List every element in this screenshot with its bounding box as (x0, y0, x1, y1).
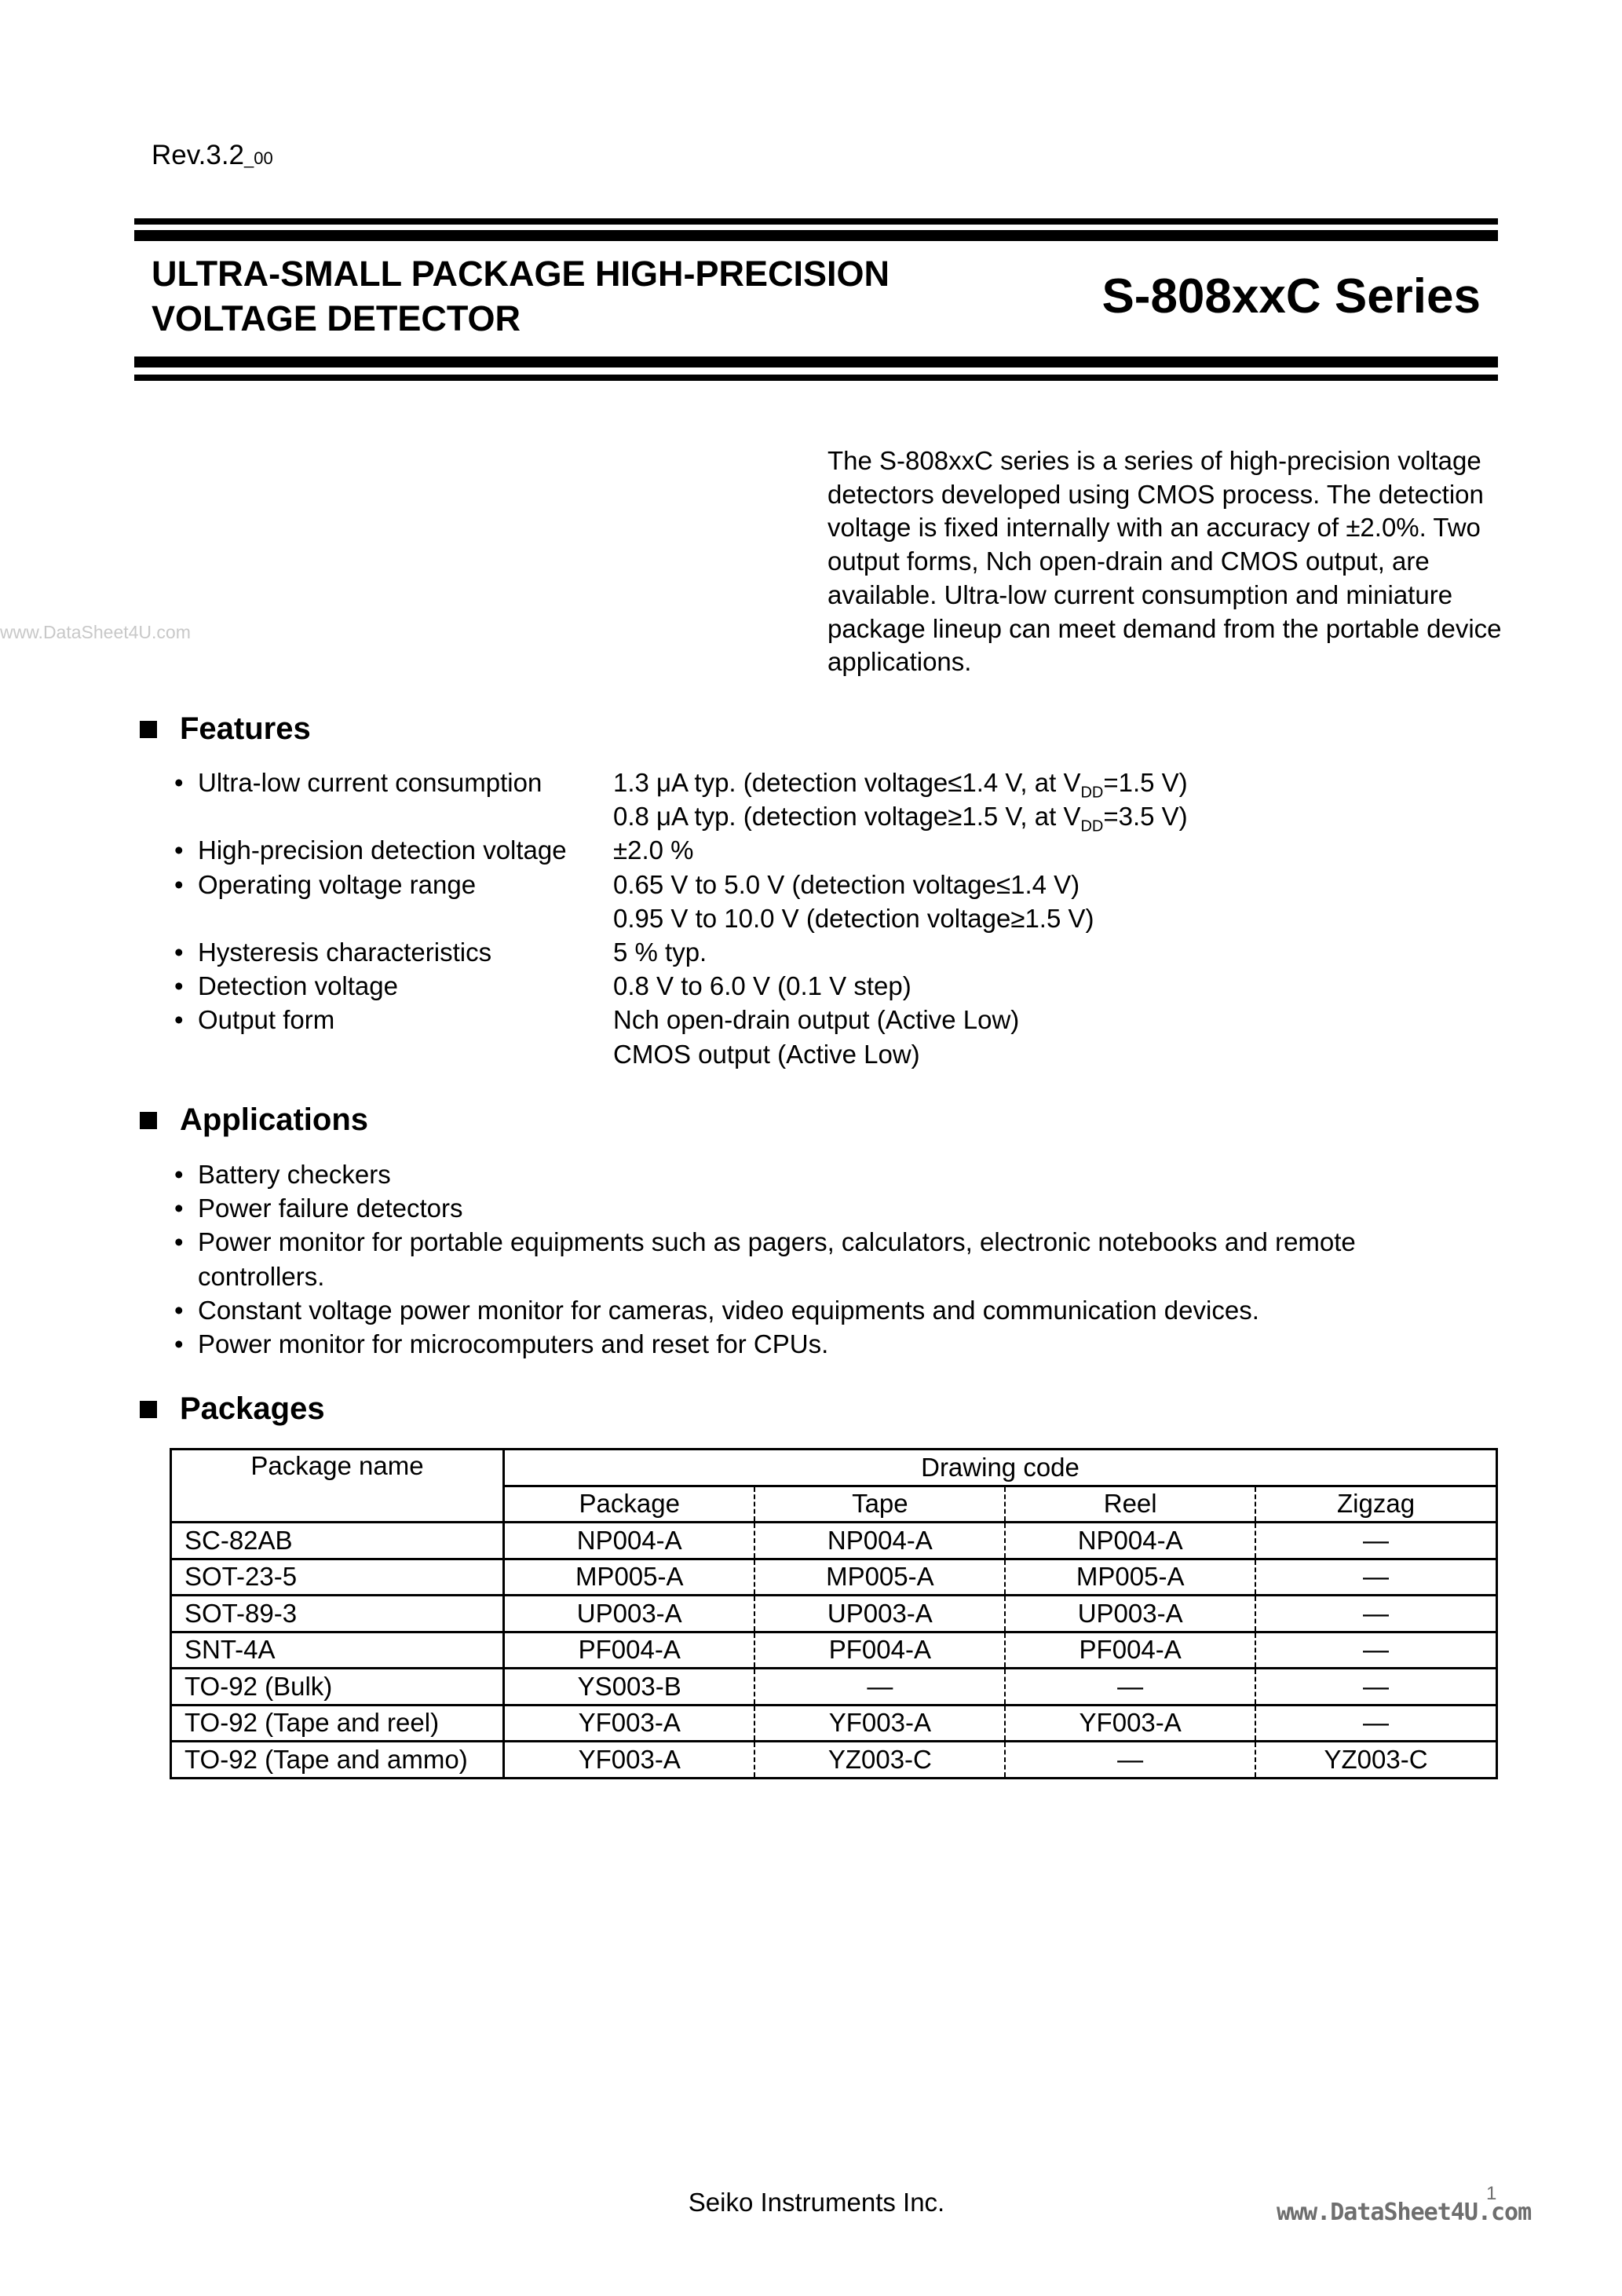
cell-drawing-code: MP005-A (754, 1559, 1005, 1596)
bullet-icon: • (174, 1160, 184, 1189)
feature-row (174, 868, 1188, 901)
feature-row (174, 833, 1188, 867)
revision-suffix: _00 (244, 148, 273, 168)
cell-drawing-code: NP004-A (504, 1523, 755, 1559)
cell-drawing-code: UP003-A (1005, 1596, 1255, 1632)
feature-label (198, 799, 613, 833)
bullet-icon: • (174, 1005, 184, 1035)
application-text: Power monitor for portable equipments such as pagers, calculators, electronic notebooks and remote controllers. (198, 1227, 1356, 1291)
cell-drawing-code: — (1005, 1669, 1255, 1706)
feature-label: Hysteresis characteristics (198, 937, 492, 967)
cell-drawing-code: — (754, 1669, 1005, 1706)
cell-drawing-code: PF004-A (754, 1632, 1005, 1669)
cell-drawing-code: UP003-A (504, 1596, 755, 1632)
application-item (174, 1327, 1509, 1361)
application-item (174, 1225, 1509, 1292)
applications-heading (140, 1102, 368, 1138)
bullet-icon: • (174, 768, 184, 797)
cell-drawing-code: YS003-B (504, 1669, 755, 1706)
feature-label: Detection voltage (198, 971, 398, 1001)
application-item (174, 1157, 1509, 1191)
feature-label (198, 901, 613, 935)
cell-drawing-code: YZ003-C (754, 1742, 1005, 1779)
features-heading-text: Features (180, 711, 311, 746)
feature-row (174, 901, 1188, 935)
header-rule-thin (134, 218, 1498, 225)
cell-drawing-code: — (1255, 1669, 1496, 1706)
cell-drawing-code: MP005-A (504, 1559, 755, 1596)
bullet-icon: • (174, 971, 184, 1001)
cell-drawing-code: PF004-A (504, 1632, 755, 1669)
watermark-left: www.DataSheet4U.com (0, 622, 191, 642)
feature-value: Nch open-drain output (Active Low) (613, 1005, 1020, 1035)
cell-drawing-code: YZ003-C (1255, 1742, 1496, 1779)
feature-value: 1.3 μA typ. (detection voltage≤1.4 V, at $V_{DD}=1.5$ V) (613, 768, 1188, 802)
bullet-icon: • (174, 835, 184, 865)
feature-row (174, 766, 1188, 802)
col-header-drawing-code: Drawing code (504, 1450, 1497, 1486)
col-header-package-name: Package name (171, 1450, 504, 1523)
table-row (171, 1523, 1497, 1559)
feature-label: Ultra-low current consumption (198, 768, 542, 797)
square-bullet-icon (140, 1112, 157, 1129)
page-number: 1 (1486, 2183, 1497, 2204)
cell-drawing-code: — (1255, 1596, 1496, 1632)
feature-row (174, 1037, 1188, 1071)
feature-row (174, 799, 1188, 833)
features-list (174, 766, 1188, 1071)
cell-package-name: SNT-4A (171, 1632, 504, 1669)
cell-drawing-code: MP005-A (1005, 1559, 1255, 1596)
bullet-icon: • (174, 1227, 184, 1257)
applications-list (174, 1157, 1509, 1361)
cell-drawing-code: — (1255, 1559, 1496, 1596)
packages-heading (140, 1391, 325, 1427)
application-text: Power monitor for microcomputers and reset for CPUs. (198, 1329, 829, 1359)
feature-label: Operating voltage range (198, 869, 477, 899)
table-row (171, 1632, 1497, 1669)
bullet-icon (174, 1037, 198, 1071)
feature-row (174, 1003, 1188, 1036)
header-bottom-rule-thick (134, 356, 1498, 367)
table-row (171, 1559, 1497, 1596)
bullet-icon: • (174, 1329, 184, 1359)
bullet-icon: • (174, 869, 184, 899)
feature-value: 0.95 V to 10.0 V (detection voltage≥1.5 V) (613, 903, 1094, 933)
cell-drawing-code: — (1255, 1523, 1496, 1559)
application-item (174, 1293, 1509, 1327)
feature-value: ±2.0 % (613, 835, 694, 865)
square-bullet-icon (140, 1401, 157, 1418)
col-header-package: Package (504, 1486, 755, 1523)
cell-drawing-code: NP004-A (1005, 1523, 1255, 1559)
bullet-icon: • (174, 937, 184, 967)
cell-drawing-code: YF003-A (754, 1705, 1005, 1742)
table-row (171, 1742, 1497, 1779)
feature-value: 0.65 V to 5.0 V (detection voltage≤1.4 V) (613, 869, 1080, 899)
intro-paragraph: The S-808xxC series is a series of high-precision voltage detectors developed using CMOS process. The detection voltage is fixed internally with an accuracy of ±2.0%. Two output forms, Nch open-drain and CMOS output, are available. Ultra-low current consumption and miniature package lineup can meet demand from the portable device applications. (827, 446, 1502, 677)
title-line-2: VOLTAGE DETECTOR (152, 298, 521, 338)
cell-drawing-code: YF003-A (504, 1742, 755, 1779)
application-item (174, 1191, 1509, 1225)
feature-label (198, 1037, 613, 1071)
bullet-icon: • (174, 1295, 184, 1325)
applications-heading-text: Applications (180, 1102, 369, 1137)
cell-drawing-code: YF003-A (1005, 1705, 1255, 1742)
revision-label (152, 140, 273, 171)
bullet-icon: • (174, 1194, 184, 1223)
feature-value: 0.8 V to 6.0 V (0.1 V step) (613, 971, 911, 1001)
cell-package-name: SC-82AB (171, 1523, 504, 1559)
cell-package-name: TO-92 (Tape and ammo) (171, 1742, 504, 1779)
feature-value: 0.8 μA typ. (detection voltage≥1.5 V, at $V_{DD}=3.5$ V) (613, 802, 1188, 835)
cell-drawing-code: NP004-A (754, 1523, 1005, 1559)
col-header-zigzag: Zigzag (1255, 1486, 1496, 1523)
feature-label: Output form (198, 1005, 335, 1035)
watermark-right: www.DataSheet4U.com (1277, 2199, 1532, 2226)
cell-drawing-code: — (1005, 1742, 1255, 1779)
cell-drawing-code: — (1255, 1632, 1496, 1669)
cell-package-name: SOT-23-5 (171, 1559, 504, 1596)
cell-package-name: TO-92 (Tape and reel) (171, 1705, 504, 1742)
cell-drawing-code: PF004-A (1005, 1632, 1255, 1669)
feature-row (174, 935, 1188, 969)
feature-row (174, 969, 1188, 1003)
bullet-icon (174, 799, 198, 833)
cell-drawing-code: YF003-A (504, 1705, 755, 1742)
col-header-tape: Tape (754, 1486, 1005, 1523)
bullet-icon (174, 901, 198, 935)
packages-heading-text: Packages (180, 1391, 325, 1426)
feature-value: 5 % typ. (613, 937, 707, 967)
table-row (171, 1596, 1497, 1632)
footer-company: Seiko Instruments Inc. (688, 2188, 945, 2217)
cell-package-name: TO-92 (Bulk) (171, 1669, 504, 1706)
series-name: S-808xxC Series (1101, 269, 1481, 324)
application-text: Battery checkers (198, 1160, 391, 1189)
document-title (152, 251, 890, 341)
square-bullet-icon (140, 721, 157, 738)
table-row (171, 1669, 1497, 1706)
cell-drawing-code: UP003-A (754, 1596, 1005, 1632)
revision-number: Rev.3.2 (152, 140, 245, 170)
header-bottom-rule-thin (134, 375, 1498, 381)
features-heading (140, 711, 311, 747)
cell-drawing-code: — (1255, 1705, 1496, 1742)
header-rule-thick (134, 230, 1498, 241)
cell-package-name: SOT-89-3 (171, 1596, 504, 1632)
title-line-1: ULTRA-SMALL PACKAGE HIGH-PRECISION (152, 254, 890, 294)
application-text: Power failure detectors (198, 1194, 463, 1223)
col-header-reel: Reel (1005, 1486, 1255, 1523)
feature-label: High-precision detection voltage (198, 835, 567, 865)
packages-table (170, 1448, 1498, 1779)
feature-value: CMOS output (Active Low) (613, 1039, 920, 1069)
table-row (171, 1705, 1497, 1742)
application-text: Constant voltage power monitor for cameras, video equipments and communication devices. (198, 1295, 1259, 1325)
